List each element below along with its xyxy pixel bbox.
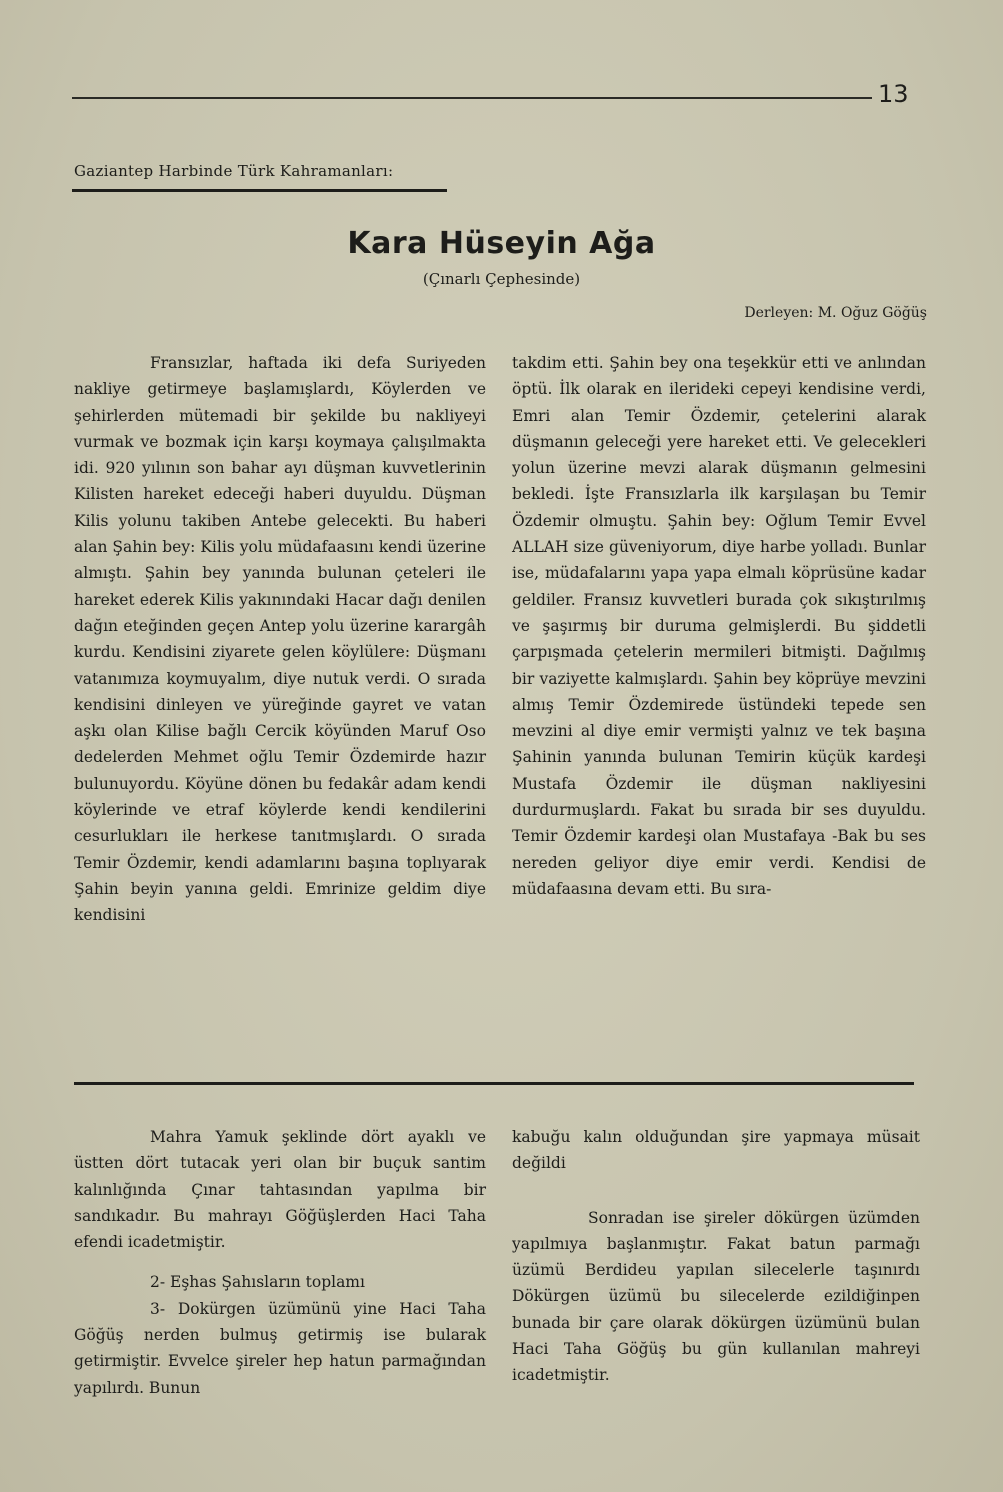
article-column-right — [512, 350, 926, 902]
note-mahra: Mahra Yamuk şeklinde dört ayaklı ve üstten dört tutacak yeri olan bir buçuk santim kalınlığında Çınar tahtasından yapılma bir sandıkadır. Bu mahrayı Göğüşlerden Haci Taha efendi icadetmiştir. — [74, 1128, 486, 1252]
notes-column-right — [512, 1124, 920, 1389]
article-column-left — [74, 350, 486, 929]
note-sonradan: Sonradan ise şireler dökürgen üzümden yapılmıya başlanmıştır. Fakat batun parmağı üzümü Berdideu yapılan silecelerle taşınırdı Dökürgen üzümü bu silecelerde ezildiğinpen bunada bir çare olarak dökürgen üzümünü bulan Haci Taha Göğüş bu gün kullanılan mahreyi icadetmiştir. — [512, 1208, 920, 1385]
notes-column-left — [74, 1124, 486, 1401]
note-dokurgen: 3- Dokürgen üzümünü yine Haci Taha Göğüş nerden bulmuş getirmiş ise bularak getirmiştir. Evvelce şireler hep hatun parmağından yapılırdı. Bunun — [74, 1299, 486, 1397]
header-rule — [72, 97, 872, 99]
article-text-right: takdim etti. Şahin bey ona teşekkür etti ve anlından öptü. İlk olarak en ilerideki cepeyi kendisine verdi, Emri alan Temir Özdemir, çetelerini alarak düşmanın geleceği yere hareket etti. Ve gelecekleri yolun üzerine mevzi alarak düşmanın gelmesini bekledi. İşte Fransızlarla ilk karşılaşan bu Temir Özdemir olmuştu. Şahin bey: Oğlum Temir Evvel ALLAH size güveniyorum, diye harbe yolladı. Bunlar ise, müdafalarını yapa yapa elmalı köprüsüne kadar geldiler. Fransız kuvvetleri burada çok sıkıştırılmış ve şaşırmış bir duruma gelmişlerdi. Bu şiddetli çarpışmada çetelerin mermileri bitmişti. Dağılmış bir vaziyette kalmışlardı. Şahin bey köprüye mevzini almış Temir Özdemirede üstündeki tepede sen mevzini al diye emir vermişti yalnız ve tek başına Şahinin yanında bulunan Temirin küçük kardeşi Mustafa Özdemir ile düşman nakliyesini durdurmuşlardı. Fakat bu sırada bir ses duyuldu. Temir Özdemir kardeşi olan Mustafaya -Bak bu ses nereden geliyor diye emir verdi. Kendisi de müdafaasına devam etti. Bu sıra- — [512, 354, 926, 898]
series-title-underline — [72, 189, 447, 192]
article-subtitle: (Çınarlı Çephesinde) — [422, 270, 581, 288]
article-text-left: Fransızlar, haftada iki defa Suriyeden nakliye getirmeye başlamışlardı, Köylerden ve şehirlerden mütemadi bir şekilde bu nakliyeyi vurmak ve bozmak için karşı koymaya çalışılmakta idi. 920 yılının son bahar ayı düşman kuvvetlerinin Kilisten hareket edeceği haberi duyuldu. Düşman Kilis yolunu takiben Antebe gelecekti. Bu haberi alan Şahin bey: Kilis yolu müdafaasını kendi üzerine almıştı. Şahin bey yanında bulunan çeteleri ile hareket ederek Kilis yakınındaki Hacar dağı denilen dağın eteğinden geçen Antep yolu üzerine karargâh kurdu. Kendisini ziyarete gelen köylülere: Düşmanı vatanımıza koymuyalım, diye nutuk verdi. O sırada kendisini dinleyen ve yüreğinde gayret ve vatan aşkı olan Kilise bağlı Cercik köyünden Maruf Oso dedelerden Mehmet oğlu Temir Özdemirde hazır bulunuyordu. Köyüne dönen bu fedakâr adam kendi köylerinde ve etraf köylerde kendi kendilerini cesurlukları ile herkese tanıtmışlardı. O sırada Temir Özdemir, kendi adamlarını başına toplıyarak Şahin beyin yanına geldi. Emrinize geldim diye kendisini — [74, 354, 486, 925]
note-kabugu: kabuğu kalın olduğundan şire yapmaya müsait değildi — [512, 1128, 920, 1173]
page-number: 13 — [878, 80, 909, 108]
note-eshas: 2- Eşhas Şahısların toplamı — [150, 1273, 365, 1292]
byline: Derleyen: M. Oğuz Göğüş — [744, 305, 927, 321]
series-title: Gaziantep Harbinde Türk Kahramanları: — [74, 162, 394, 180]
section-divider — [74, 1082, 914, 1085]
article-title: Kara Hüseyin Ağa — [347, 226, 656, 261]
